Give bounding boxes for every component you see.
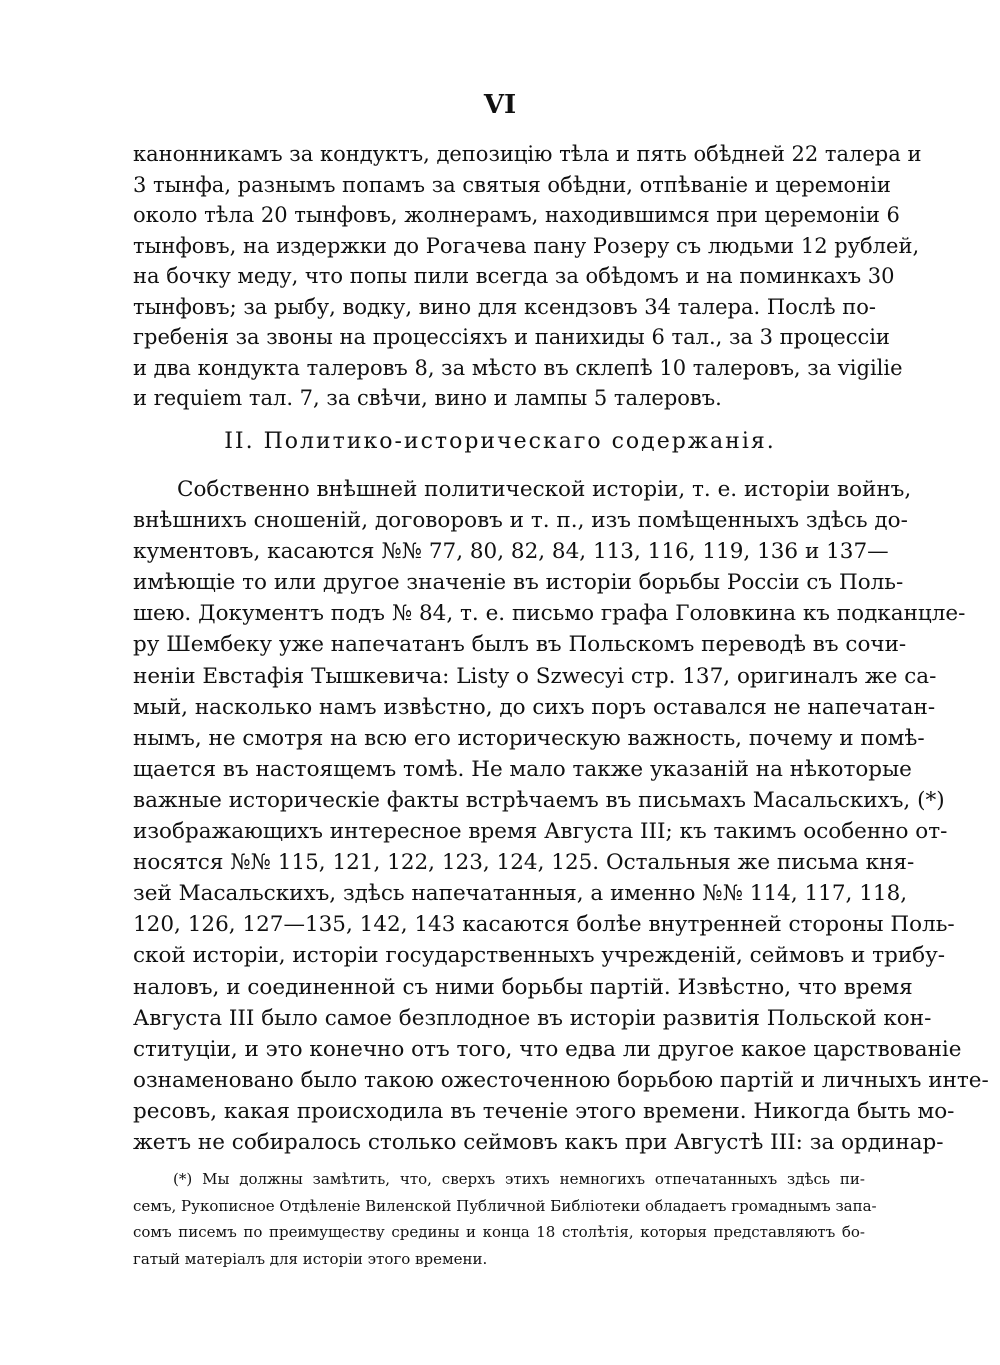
section-heading: II. Политико-историческаго содержанія. (224, 429, 776, 454)
text-line: ституціи, и это конечно отъ того, что едва ли другое какое царствованіе (133, 1036, 962, 1062)
text-line: Собственно внѣшней политической исторіи, т. е. исторіи войнъ, (177, 477, 912, 502)
text-line: изображающихъ интересное время Августа III; къ такимъ особенно от- (133, 819, 948, 845)
text-line: канонникамъ за кондуктъ, депозицію тѣла и пять обѣдней 22 талера и (133, 142, 922, 166)
text-line: ресовъ, какая происходила въ теченіе этого времени. Никогда быть мо- (133, 1098, 955, 1124)
text-line: 3 тынфа, разнымъ попамъ за святыя обѣдни, отпѣваніе и церемоніи (133, 172, 891, 197)
text-line: тынфовъ; за рыбу, водку, вино для ксендзовъ 34 талера. Послѣ по- (133, 294, 876, 319)
text-line: ознаменовано было такою ожесточенною борьбою партій и личныхъ инте- (133, 1067, 989, 1093)
page-number: VI (483, 90, 517, 120)
body-paragraph (133, 474, 989, 1158)
text-line: внѣшнихъ сношеній, договоровъ и т. п., изъ помѣщенныхъ здѣсь до- (133, 508, 908, 534)
text-line: важные историческіе факты встрѣчаемъ въ письмахъ Масальскихъ, (*) (133, 787, 945, 813)
text-line: и два кондукта талеровъ 8, за мѣсто въ склепѣ 10 талеровъ, за vigilie (133, 355, 903, 380)
text-line: ской исторіи, исторіи государственныхъ учрежденій, сеймовъ и трибу- (133, 943, 946, 969)
text-line: зей Масальскихъ, здѣсь напечатанныя, а именно №№ 114, 117, 118, (133, 881, 908, 907)
text-line: наловъ, и соединенной съ ними борьбы партій. Извѣстно, что время (133, 974, 913, 1000)
text-line: носятся №№ 115, 121, 122, 123, 124, 125. Остальныя же письма кня- (133, 850, 915, 876)
text-line: щается въ настоящемъ томѣ. Не мало также указаній на нѣкоторые (133, 756, 912, 782)
text-line: нымъ, не смотря на всю его историческую важность, почему и помѣ- (133, 725, 925, 751)
text-line: Августа III было самое безплодное въ исторіи развитія Польской кон- (133, 1005, 932, 1031)
text-line: 120, 126, 127—135, 142, 143 касаются болѣе внутренней стороны Поль- (133, 912, 955, 938)
footnote-line: сомъ писемъ по преимуществу средины и конца 18 столѣтія, которыя представляютъ бо- (133, 1223, 865, 1241)
text-line: тынфовъ, на издержки до Рогачева пану Розеру съ людьми 12 рублей, (133, 233, 920, 258)
text-line: около тѣла 20 тынфовъ, жолнерамъ, находившимся при церемоніи 6 (133, 203, 900, 227)
text-line: ру Шембеку уже напечатанъ былъ въ Польскомъ переводѣ въ сочи- (133, 632, 907, 658)
footnote-line: гатый матеріалъ для исторіи этого времени. (133, 1249, 488, 1268)
text-line: гребенія за звоны на процессіяхъ и панихиды 6 тал., за 3 процессіи (133, 325, 890, 349)
text-line: жетъ не собиралось столько сеймовъ какъ при Августѣ III: за ординар- (133, 1129, 944, 1155)
text-line: шею. Документъ подъ № 84, т. е. письмо графа Головкина къ подканцле- (133, 601, 966, 627)
footnote-line: (*) Мы должны замѣтить, что, сверхъ этихъ немногихъ отпечатанныхъ здѣсь пи- (173, 1170, 865, 1188)
text-line: на бочку меду, что попы пили всегда за обѣдомъ и на поминкахъ 30 (133, 264, 895, 288)
text-line: имѣющіе то или другое значеніе въ исторіи борьбы Россіи съ Поль- (133, 570, 904, 596)
text-line: мый, насколько намъ извѣстно, до сихъ поръ оставался не напечатан- (133, 694, 936, 720)
text-line: неніи Евстафія Тышкевича: Listy o Szwecyi стр. 137, оригиналъ же са- (133, 663, 937, 689)
top-paragraph (133, 139, 922, 414)
footnote-line: семъ, Рукописное Отдѣленіе Виленской Публичной Библіотеки обладаетъ громаднымъ запа- (133, 1196, 877, 1215)
text-line: и requiem тал. 7, за свѣчи, вино и лампы 5 талеровъ. (133, 386, 722, 410)
text-line: кументовъ, касаются №№ 77, 80, 82, 84, 113, 116, 119, 136 и 137— (133, 539, 889, 565)
footnote (133, 1166, 877, 1272)
